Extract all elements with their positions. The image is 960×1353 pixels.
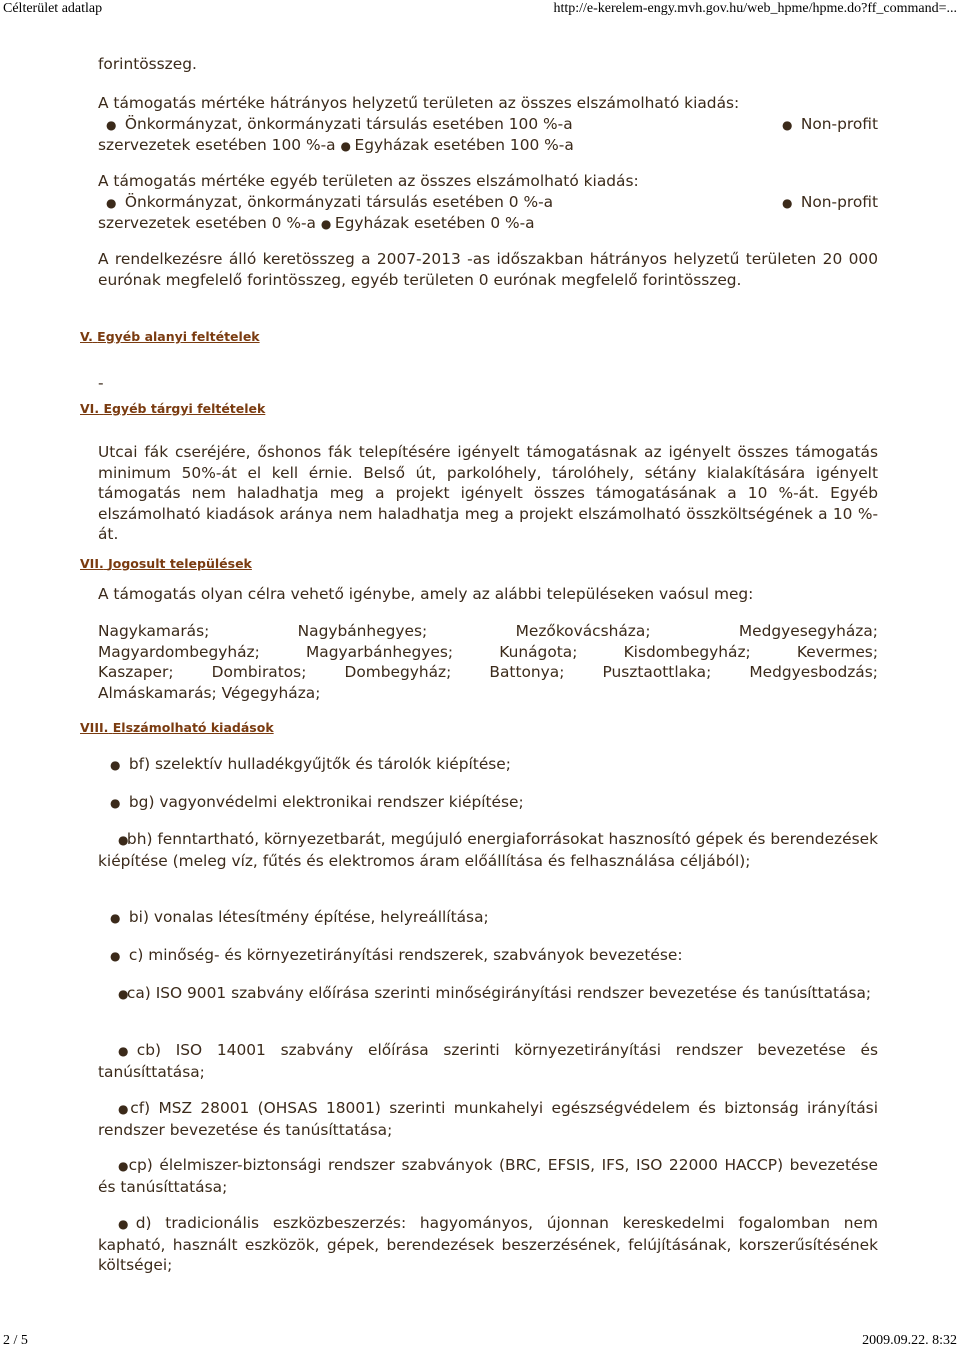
settlement-list [98,621,878,703]
header-url: http://e-kerelem-engy.mvh.gov.hu/web_hpme/hpme.do?ff_command=... [553,1,957,16]
settlement: Nagykamarás; [98,622,210,640]
expense-item: ● cf) MSZ 28001 (OHSAS 18001) szerinti munkahelyi egészségvédelem és biztonság irányítási rendszer bevezetése és tanúsíttatása; [98,1099,878,1139]
bullet-icon: ● [781,117,793,132]
section-6-title: Egyéb tárgyi feltételek [103,401,266,416]
disadvantaged-church: Egyházak esetében 100 %-a [354,136,574,154]
section-7-number: VII. [80,556,104,571]
section-8-title: Elszámolható kiadások [112,720,274,735]
page-footer [0,1333,960,1353]
bullet-icon: ● [118,1217,129,1231]
bullet-icon: ● [781,195,793,210]
settlement: Kaszaper; [98,663,174,681]
other-nonprofit-word: Non-profit [800,192,878,211]
settlement: Kisdombegyház; [623,642,751,661]
top-fragment: forintösszeg. [98,55,197,73]
bullet-icon: ● [118,1102,129,1116]
disadvantaged-nonprofit-word: Non-profit [800,114,878,133]
budget-paragraph: A rendelkezésre álló keretösszeg a 2007-2013 -as időszakban hátrányos helyzetű területen 20 000 eurónak megfelelő forintösszeg, egyéb területen 0 eurónak megfelelő forintösszeg. [98,250,878,289]
bullet-icon: ● [110,758,121,772]
bullet-icon: ● [110,911,121,925]
bullet-icon: ● [106,117,117,132]
settlement-line [98,683,878,704]
settlement: Végegyháza; [221,683,321,702]
support-other-intro: A támogatás mértéke egyéb területen az összes elszámolható kiadás: [98,172,639,190]
settlement: Battonya; [489,663,565,681]
support-other [98,171,878,235]
bullet-icon: ● [118,1044,129,1058]
bullet-icon: ● [340,139,351,153]
expense-item: ● c) minőség- és környezetirányítási rendszerek, szabványok bevezetése: [98,945,878,967]
bullet-icon: ● [118,833,129,847]
bullet-icon: ● [320,217,332,231]
settlement: Kunágota; [499,642,578,661]
settlement: Medgyesbodzás; [749,663,878,681]
section-6-number: VI. [80,401,100,416]
settlement-line [98,662,878,683]
section-5-number: V. [80,329,93,344]
section-7-heading [80,556,252,572]
page-header [0,0,960,20]
page-number: 2 / 5 [3,1333,28,1348]
expense-item: ● cb) ISO 14001 szabvány előírása szerinti környezetirányítási rendszer bevezetése és tanúsíttatása; [98,1041,878,1081]
section-6-heading [80,401,265,417]
settlement: Dombegyház; [344,663,452,681]
support-disadvantaged-intro: A támogatás mértéke hátrányos helyzetű területen az összes elszámolható kiadás: [98,94,740,112]
support-disadvantaged [98,93,878,157]
section-8-number: VIII. [80,720,109,735]
expense-item: ● bg) vagyonvédelmi elektronikai rendszer kiépítése; [98,792,878,814]
bullet-icon: ● [118,987,129,1001]
expense-item: ● d) tradicionális eszközbeszerzés: hagyományos, újonnan kereskedelmi fogalomban nem kapható, használt eszközök, gépek, berendezések beszerzésének, felújításának, korszerűsítésének költségei; [98,1214,878,1274]
expense-item: ● cp) élelmiszer-biztonsági rendszer szabványok (BRC, EFSIS, IFS, ISO 22000 HACCP) bevezetése és tanúsíttatása; [98,1156,878,1196]
bullet-icon: ● [110,949,121,963]
section-7-title: Jogosult települések [108,556,252,571]
settlement: Magyarbánhegyes; [306,642,454,661]
section-6-body: Utcai fák cseréjére, őshonos fák telepítésére igényelt támogatásnak az igényelt összes támogatás minimum 50%-át el kell érnie. Belső út, parkolóhely, tárolóhely, sétány kialakítására igényelt támogatás nem haladhatja meg a projekt igényelt összes támogatásának a 10 %-át. Egyéb elszámolható kiadások aránya nem haladhatja meg a projekt elszámolható összköltségének a 10 %-át. [98,443,878,543]
settlement-line [98,621,878,642]
other-nonprofit-rest: szervezetek esetében 0 %-a [98,214,316,232]
settlement-line [98,642,878,663]
section-5-heading [80,329,260,345]
settlement: Kevermes; [796,642,878,661]
section-5-body: - [98,374,104,392]
settlement: Pusztaottlaka; [602,663,712,681]
section-8-heading [80,720,274,736]
settlement: Medgyesegyháza; [738,622,878,640]
section-7-intro: A támogatás olyan célra vehető igénybe, amely az alábbi településeken vaósul meg: [98,585,754,603]
header-title: Célterület adatlap [3,1,103,16]
expense-item: ● bf) szelektív hulladékgyűjtők és tárolók kiépítése; [98,754,878,776]
settlement: Dombiratos; [211,663,307,681]
bullet-icon: ● [118,1159,129,1173]
disadvantaged-municipality: Önkormányzat, önkormányzati társulás esetében 100 %-a [124,114,573,133]
bullet-icon: ● [106,195,117,210]
other-church: Egyházak esetében 0 %-a [334,214,535,232]
section-5-title: Egyéb alanyi feltételek [97,329,260,344]
disadvantaged-nonprofit-rest: szervezetek esetében 100 %-a [98,136,336,154]
expense-item: ● ca) ISO 9001 szabvány előírása szerinti minőségirányítási rendszer bevezetése és tanúsíttatása; [98,983,878,1005]
expense-item: ● bh) fenntartható, környezetbarát, megújuló energiaforrásokat hasznosító gépek és berendezések kiépítése (meleg víz, fűtés és elektromos áram előállítása és felhasználása céljából); [98,830,878,870]
settlement: Almáskamarás; [98,683,217,702]
settlement: Mezőkovácsháza; [515,622,651,640]
other-municipality: Önkormányzat, önkormányzati társulás esetében 0 %-a [124,192,554,211]
settlement: Magyardombegyház; [98,642,260,661]
expense-item: ● bi) vonalas létesítmény építése, helyreállítása; [98,907,878,929]
settlement: Nagybánhegyes; [297,622,428,640]
print-timestamp: 2009.09.22. 8:32 [862,1333,957,1348]
bullet-icon: ● [110,796,121,810]
